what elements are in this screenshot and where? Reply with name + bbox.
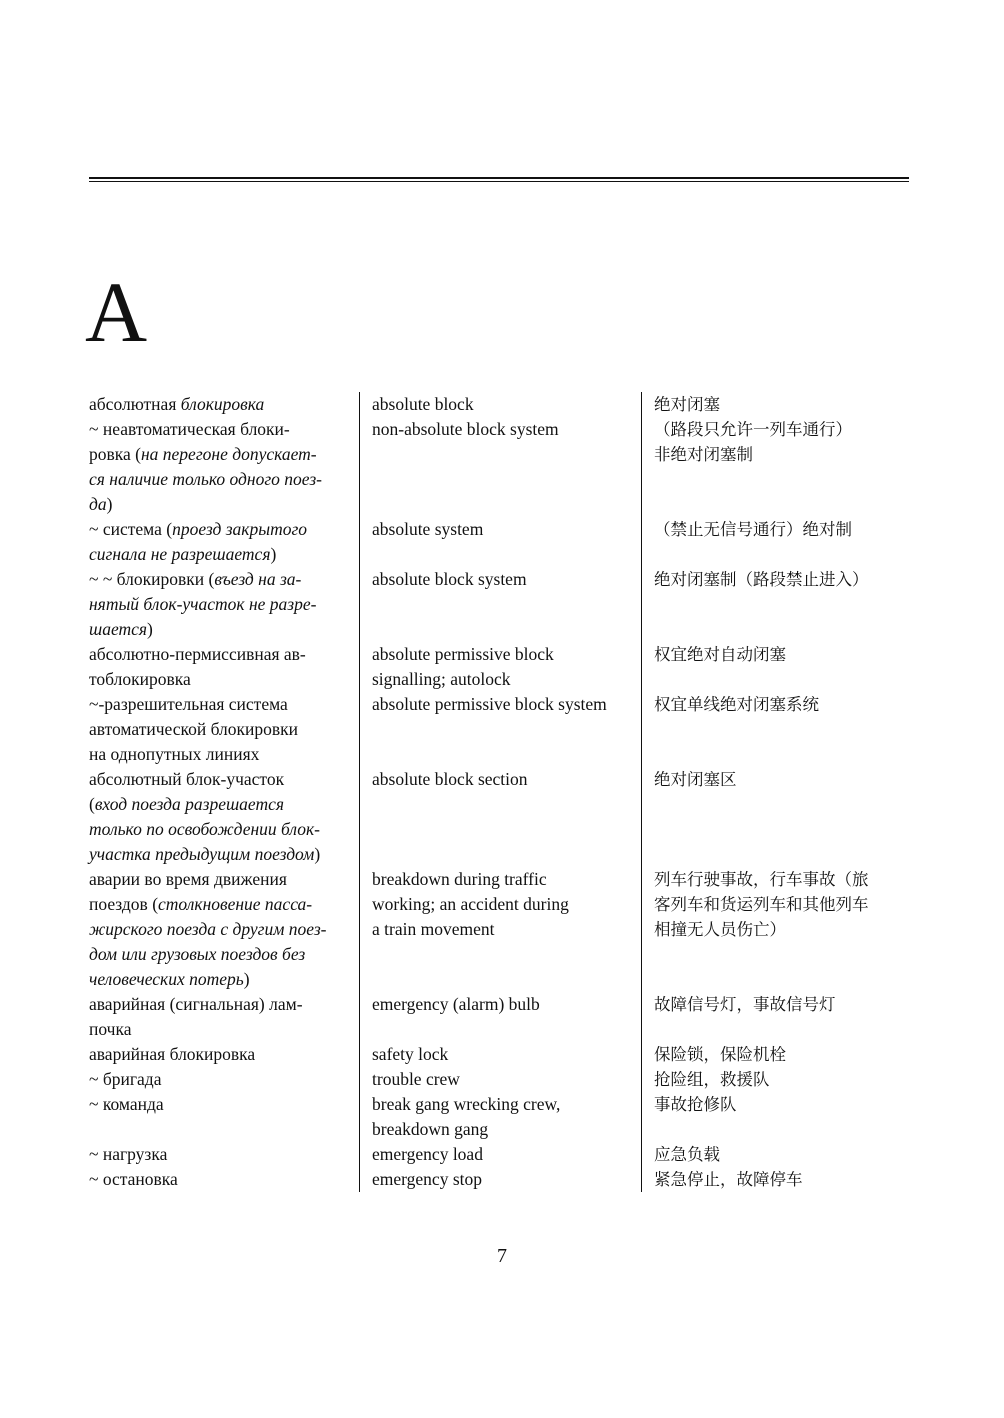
chinese-term: （路段只允许一列车通行） 非绝对闭塞制 <box>641 417 909 517</box>
chinese-term: 紧急停止，故障停车 <box>641 1167 909 1192</box>
russian-term: абсолютная блокировка <box>89 394 265 414</box>
russian-term: ~ неавтоматическая блоки- ровка (на перегоне допускает- ся наличие только одного поез- да) <box>89 419 322 514</box>
russian-term: ~-разрешительная система автоматической блокировки на однопутных линиях <box>89 694 299 764</box>
entry-row <box>89 1167 909 1192</box>
english-term: absolute block system <box>359 567 641 642</box>
russian-term: ~ бригада <box>89 1069 162 1089</box>
entry-row <box>89 642 909 692</box>
english-term: non-absolute block system <box>359 417 641 517</box>
entry-row <box>89 767 909 867</box>
english-term: break gang wrecking crew, breakdown gang <box>359 1092 641 1142</box>
entry-row <box>89 992 909 1042</box>
chinese-term: 抢险组，救援队 <box>641 1067 909 1092</box>
dictionary-entries <box>89 392 909 1192</box>
chinese-term: （禁止无信号通行）绝对制 <box>641 517 909 567</box>
entry-row <box>89 1142 909 1167</box>
chinese-term: 故障信号灯，事故信号灯 <box>641 992 909 1042</box>
russian-term: аварии во время движения поездов (столкновение пасса- жирского поезда с другим поез- дом или грузовых поездов без человеческих потерь) <box>89 869 327 989</box>
english-term: safety lock <box>359 1042 641 1067</box>
chinese-term: 权宜单线绝对闭塞系统 <box>641 692 909 767</box>
entry-row <box>89 392 909 417</box>
chinese-term: 列车行驶事故，行车事故（旅 客列车和货运列车和其他列车 相撞无人员伤亡） <box>641 867 909 992</box>
russian-term: абсолютно-пермиссивная ав- тоблокировка <box>89 644 306 689</box>
page-number: 7 <box>497 1245 507 1267</box>
chinese-term: 保险锁，保险机栓 <box>641 1042 909 1067</box>
entry-row <box>89 567 909 642</box>
entry-row <box>89 867 909 992</box>
english-term: emergency stop <box>359 1167 641 1192</box>
russian-term: ~ остановка <box>89 1169 178 1189</box>
english-term: absolute block section <box>359 767 641 867</box>
english-term: absolute permissive block signalling; autolock <box>359 642 641 692</box>
chinese-term: 应急负载 <box>641 1142 909 1167</box>
chinese-term: 绝对闭塞区 <box>641 767 909 867</box>
entry-row <box>89 1067 909 1092</box>
entry-row <box>89 692 909 767</box>
chinese-term: 绝对闭塞制（路段禁止进入） <box>641 567 909 642</box>
english-term: emergency (alarm) bulb <box>359 992 641 1042</box>
english-term: trouble crew <box>359 1067 641 1092</box>
russian-term: ~ система (проезд закрытого сигнала не разрешается) <box>89 519 308 564</box>
chinese-term: 权宜绝对自动闭塞 <box>641 642 909 692</box>
russian-term: абсолютный блок-участок (вход поезда разрешается только по освобождении блок- участка предыдущим поездом) <box>89 769 321 864</box>
chinese-term: 事故抢修队 <box>641 1092 909 1142</box>
english-term: absolute permissive block system <box>359 692 641 767</box>
russian-term: ~ ~ блокировки (въезд на за- нятый блок-участок не разре- шается) <box>89 569 317 639</box>
russian-term: ~ нагрузка <box>89 1144 168 1164</box>
header-rule-thin <box>89 181 909 182</box>
section-letter: A <box>85 264 148 360</box>
entry-row <box>89 1092 909 1142</box>
entry-row <box>89 417 909 517</box>
english-term: absolute block <box>359 392 641 417</box>
chinese-term: 绝对闭塞 <box>641 392 909 417</box>
header-rule-thick <box>89 177 909 179</box>
english-term: emergency load <box>359 1142 641 1167</box>
entry-row <box>89 1042 909 1067</box>
russian-term: ~ команда <box>89 1094 164 1114</box>
english-term: absolute system <box>359 517 641 567</box>
russian-term: аварийная (сигнальная) лам- почка <box>89 994 303 1039</box>
english-term: breakdown during traffic working; an accident during a train movement <box>359 867 641 992</box>
russian-term: аварийная блокировка <box>89 1044 256 1064</box>
entry-row <box>89 517 909 567</box>
